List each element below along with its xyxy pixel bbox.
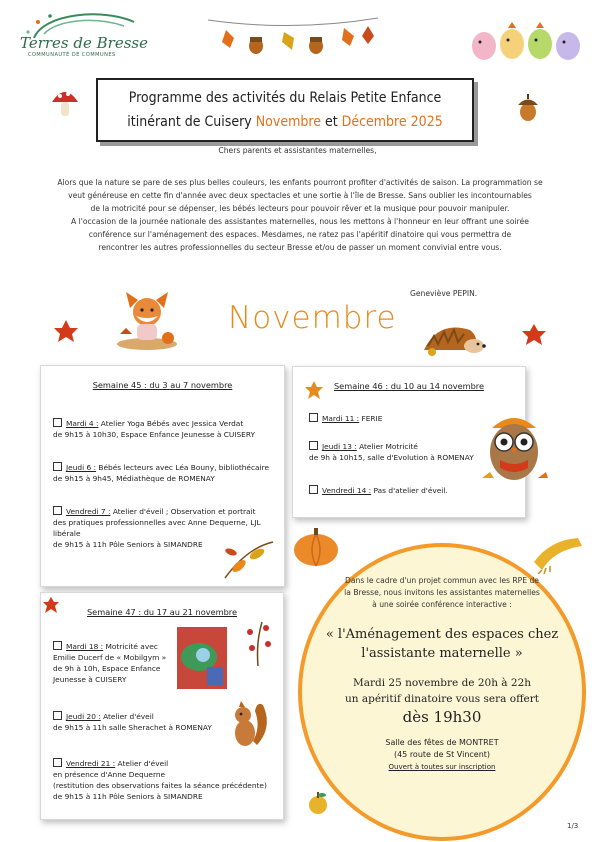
item-text: FERIE bbox=[359, 414, 383, 423]
event-title-line-1: « l'Aménagement des espaces chez bbox=[325, 627, 559, 642]
checkbox[interactable] bbox=[53, 462, 62, 471]
item-text: Atelier d'éveil bbox=[100, 712, 154, 721]
event-title-line-2: l'assistante maternelle » bbox=[361, 646, 523, 661]
item-detail: en présence d'Anne Dequerne bbox=[53, 770, 166, 779]
apple-icon bbox=[306, 790, 330, 816]
title-line-2 bbox=[98, 110, 472, 134]
event-aperitif: un apéritif dinatoire vous sera offert bbox=[344, 693, 539, 705]
intro-line: rencontrer les autres professionnelles du secteur Bresse et/ou de passer un moment convivial entre vous. bbox=[98, 243, 502, 252]
leaves-illustration bbox=[217, 538, 277, 580]
page-number: 1/3 bbox=[567, 822, 579, 830]
item-day: Mardi 18 : bbox=[66, 642, 104, 651]
week45-item-2 bbox=[53, 462, 281, 484]
mobilgym-photo bbox=[177, 627, 227, 689]
item-day: Mardi 4 : bbox=[66, 419, 99, 428]
mushroom-icon bbox=[50, 86, 80, 120]
event-title bbox=[302, 625, 582, 663]
item-text: Pas d'atelier d'éveil. bbox=[371, 486, 448, 495]
owl-illustration bbox=[478, 408, 550, 484]
scarf-illustration bbox=[530, 530, 584, 574]
event-place-block bbox=[302, 737, 582, 773]
item-day: Jeudi 6 : bbox=[66, 463, 97, 472]
item-text: Atelier d'éveil ; Observation et portrait bbox=[110, 507, 256, 516]
intro-line: de la motricité pour se dépenser, les bébés lecteurs pour pouvoir rêver et la musique pour pouvoir manipuler. bbox=[90, 204, 510, 213]
checkbox[interactable] bbox=[53, 506, 62, 515]
logo-name: Terres de Bresse bbox=[20, 34, 148, 52]
item-day: Vendredi 7 : bbox=[66, 507, 111, 516]
signature: Geneviève PEPIN. bbox=[410, 289, 478, 298]
item-detail: de 9h15 à 11h salle Sherachet à ROMENAY bbox=[53, 723, 212, 732]
item-text: Bébés lecteurs avec Léa Bouny, bibliothécaire bbox=[96, 463, 270, 472]
leaf-icon bbox=[521, 322, 547, 346]
intro-line: veut généreuse en cette fin d'année avec deux spectacles et une sortie à l'île de Bresse. Sans oublier les incontournables bbox=[68, 191, 532, 200]
birds-illustration bbox=[468, 16, 584, 68]
event-intro: Dans le cadre d'un projet commun avec les RPE de la Bresse, nous invitons les assistantes maternelles à une soirée conférence interactive : bbox=[344, 576, 540, 609]
week46-title: Semaine 46 : du 10 au 14 novembre bbox=[333, 381, 485, 391]
title-box bbox=[96, 78, 474, 142]
event-details bbox=[302, 675, 582, 727]
item-detail: de 9h à 10h, Espace Enfance bbox=[53, 664, 161, 673]
item-detail: de 9h15 à 10h30, Espace Enfance Jeunesse à CUISERY bbox=[53, 430, 256, 439]
event-circle bbox=[298, 543, 586, 841]
item-text: Motricité avec bbox=[103, 642, 158, 651]
title-line-1: Programme des activités du Relais Petite Enfance bbox=[128, 90, 442, 106]
intro-line: Alors que la nature se pare de ses plus belles couleurs, les enfants pourront profiter d'activités de saison. La programmation se bbox=[57, 178, 543, 187]
autumn-garland-illustration bbox=[208, 12, 378, 64]
logo-subtitle: COMMUNAUTÉ DE COMMUNES bbox=[28, 52, 116, 58]
item-detail: Jeunesse à CUISERY bbox=[53, 675, 127, 684]
item-text: Atelier d'éveil bbox=[115, 759, 169, 768]
event-time: dès 19h30 bbox=[402, 708, 482, 726]
title-and: et bbox=[320, 114, 342, 130]
intro-line: A l'occasion de la journée nationale des assistantes maternelles, nous les mettons à l'honneur en leur offrant une soirée bbox=[71, 217, 529, 226]
checkbox[interactable] bbox=[53, 711, 62, 720]
fox-illustration bbox=[112, 280, 182, 352]
berries-illustration bbox=[240, 618, 276, 668]
item-day: Jeudi 13 : bbox=[322, 442, 357, 451]
checkbox[interactable] bbox=[309, 485, 318, 494]
event-registration-link[interactable]: Ouvert à toutes sur inscription bbox=[388, 763, 496, 771]
leaf-icon bbox=[42, 596, 60, 614]
week45-item-1 bbox=[53, 418, 281, 440]
event-address: (45 route de St Vincent) bbox=[393, 750, 491, 759]
leaf-icon bbox=[304, 380, 324, 400]
week45-title: Semaine 45 : du 3 au 7 novembre bbox=[92, 380, 233, 390]
checkbox[interactable] bbox=[53, 641, 62, 650]
event-date: Mardi 25 novembre de 20h à 22h bbox=[352, 677, 532, 689]
item-text: Atelier Yoga Bébés avec Jessica Verdat bbox=[98, 419, 244, 428]
acorn-icon bbox=[515, 92, 541, 122]
item-detail: libérale bbox=[53, 529, 81, 538]
hedgehog-illustration bbox=[414, 318, 486, 358]
item-day: Mardi 11 : bbox=[322, 414, 360, 423]
greeting: Chers parents et assistantes maternelles, bbox=[218, 146, 377, 155]
month-heading: Novembre bbox=[228, 300, 397, 336]
title-month-1: Novembre bbox=[255, 114, 321, 130]
checkbox[interactable] bbox=[309, 441, 318, 450]
checkbox[interactable] bbox=[309, 413, 318, 422]
title-prefix: itinérant de Cuisery bbox=[127, 114, 256, 130]
logo bbox=[14, 8, 159, 68]
event-place: Salle des fêtes de MONTRET bbox=[385, 738, 499, 747]
item-detail: de 9h à 10h15, salle d'Evolution à ROMENAY bbox=[309, 453, 474, 462]
item-day: Vendredi 21 : bbox=[66, 759, 116, 768]
intro-paragraph bbox=[40, 176, 560, 254]
pumpkin-illustration bbox=[292, 524, 340, 568]
leaf-icon bbox=[52, 318, 80, 342]
title-month-2: Décembre 2025 bbox=[341, 114, 443, 130]
week47-item-1 bbox=[53, 641, 181, 685]
week47-title: Semaine 47 : du 17 au 21 novembre bbox=[86, 607, 238, 617]
checkbox[interactable] bbox=[53, 758, 62, 767]
squirrel-illustration bbox=[227, 697, 271, 749]
item-detail: des pratiques professionnelles avec Anne Dequerne, LJL bbox=[53, 518, 261, 527]
item-detail: de 9h15 à 11h Pôle Seniors à SIMANDRE bbox=[53, 540, 203, 549]
item-detail: de 9h15 à 9h45, Médiathèque de ROMENAY bbox=[53, 474, 215, 483]
week47-item-3 bbox=[53, 758, 281, 802]
item-day: Jeudi 20 : bbox=[66, 712, 101, 721]
item-detail: Emilie Ducerf de « Mobilgym » bbox=[53, 653, 167, 662]
item-detail: de 9h15 à 11h Pôle Seniors à SIMANDRE bbox=[53, 792, 203, 801]
week46-item-3 bbox=[309, 485, 509, 496]
item-text: Atelier Motricité bbox=[356, 442, 418, 451]
checkbox[interactable] bbox=[53, 418, 62, 427]
intro-line: conférence sur l'aménagement des espaces. Mesdames, ne ratez pas l'apéritif dinatoire qui vous permettra de bbox=[88, 230, 512, 239]
item-day: Vendredi 14 : bbox=[322, 486, 372, 495]
week45-card bbox=[40, 365, 285, 587]
item-detail: (restitution des observations faites la séance précédente) bbox=[53, 781, 267, 790]
